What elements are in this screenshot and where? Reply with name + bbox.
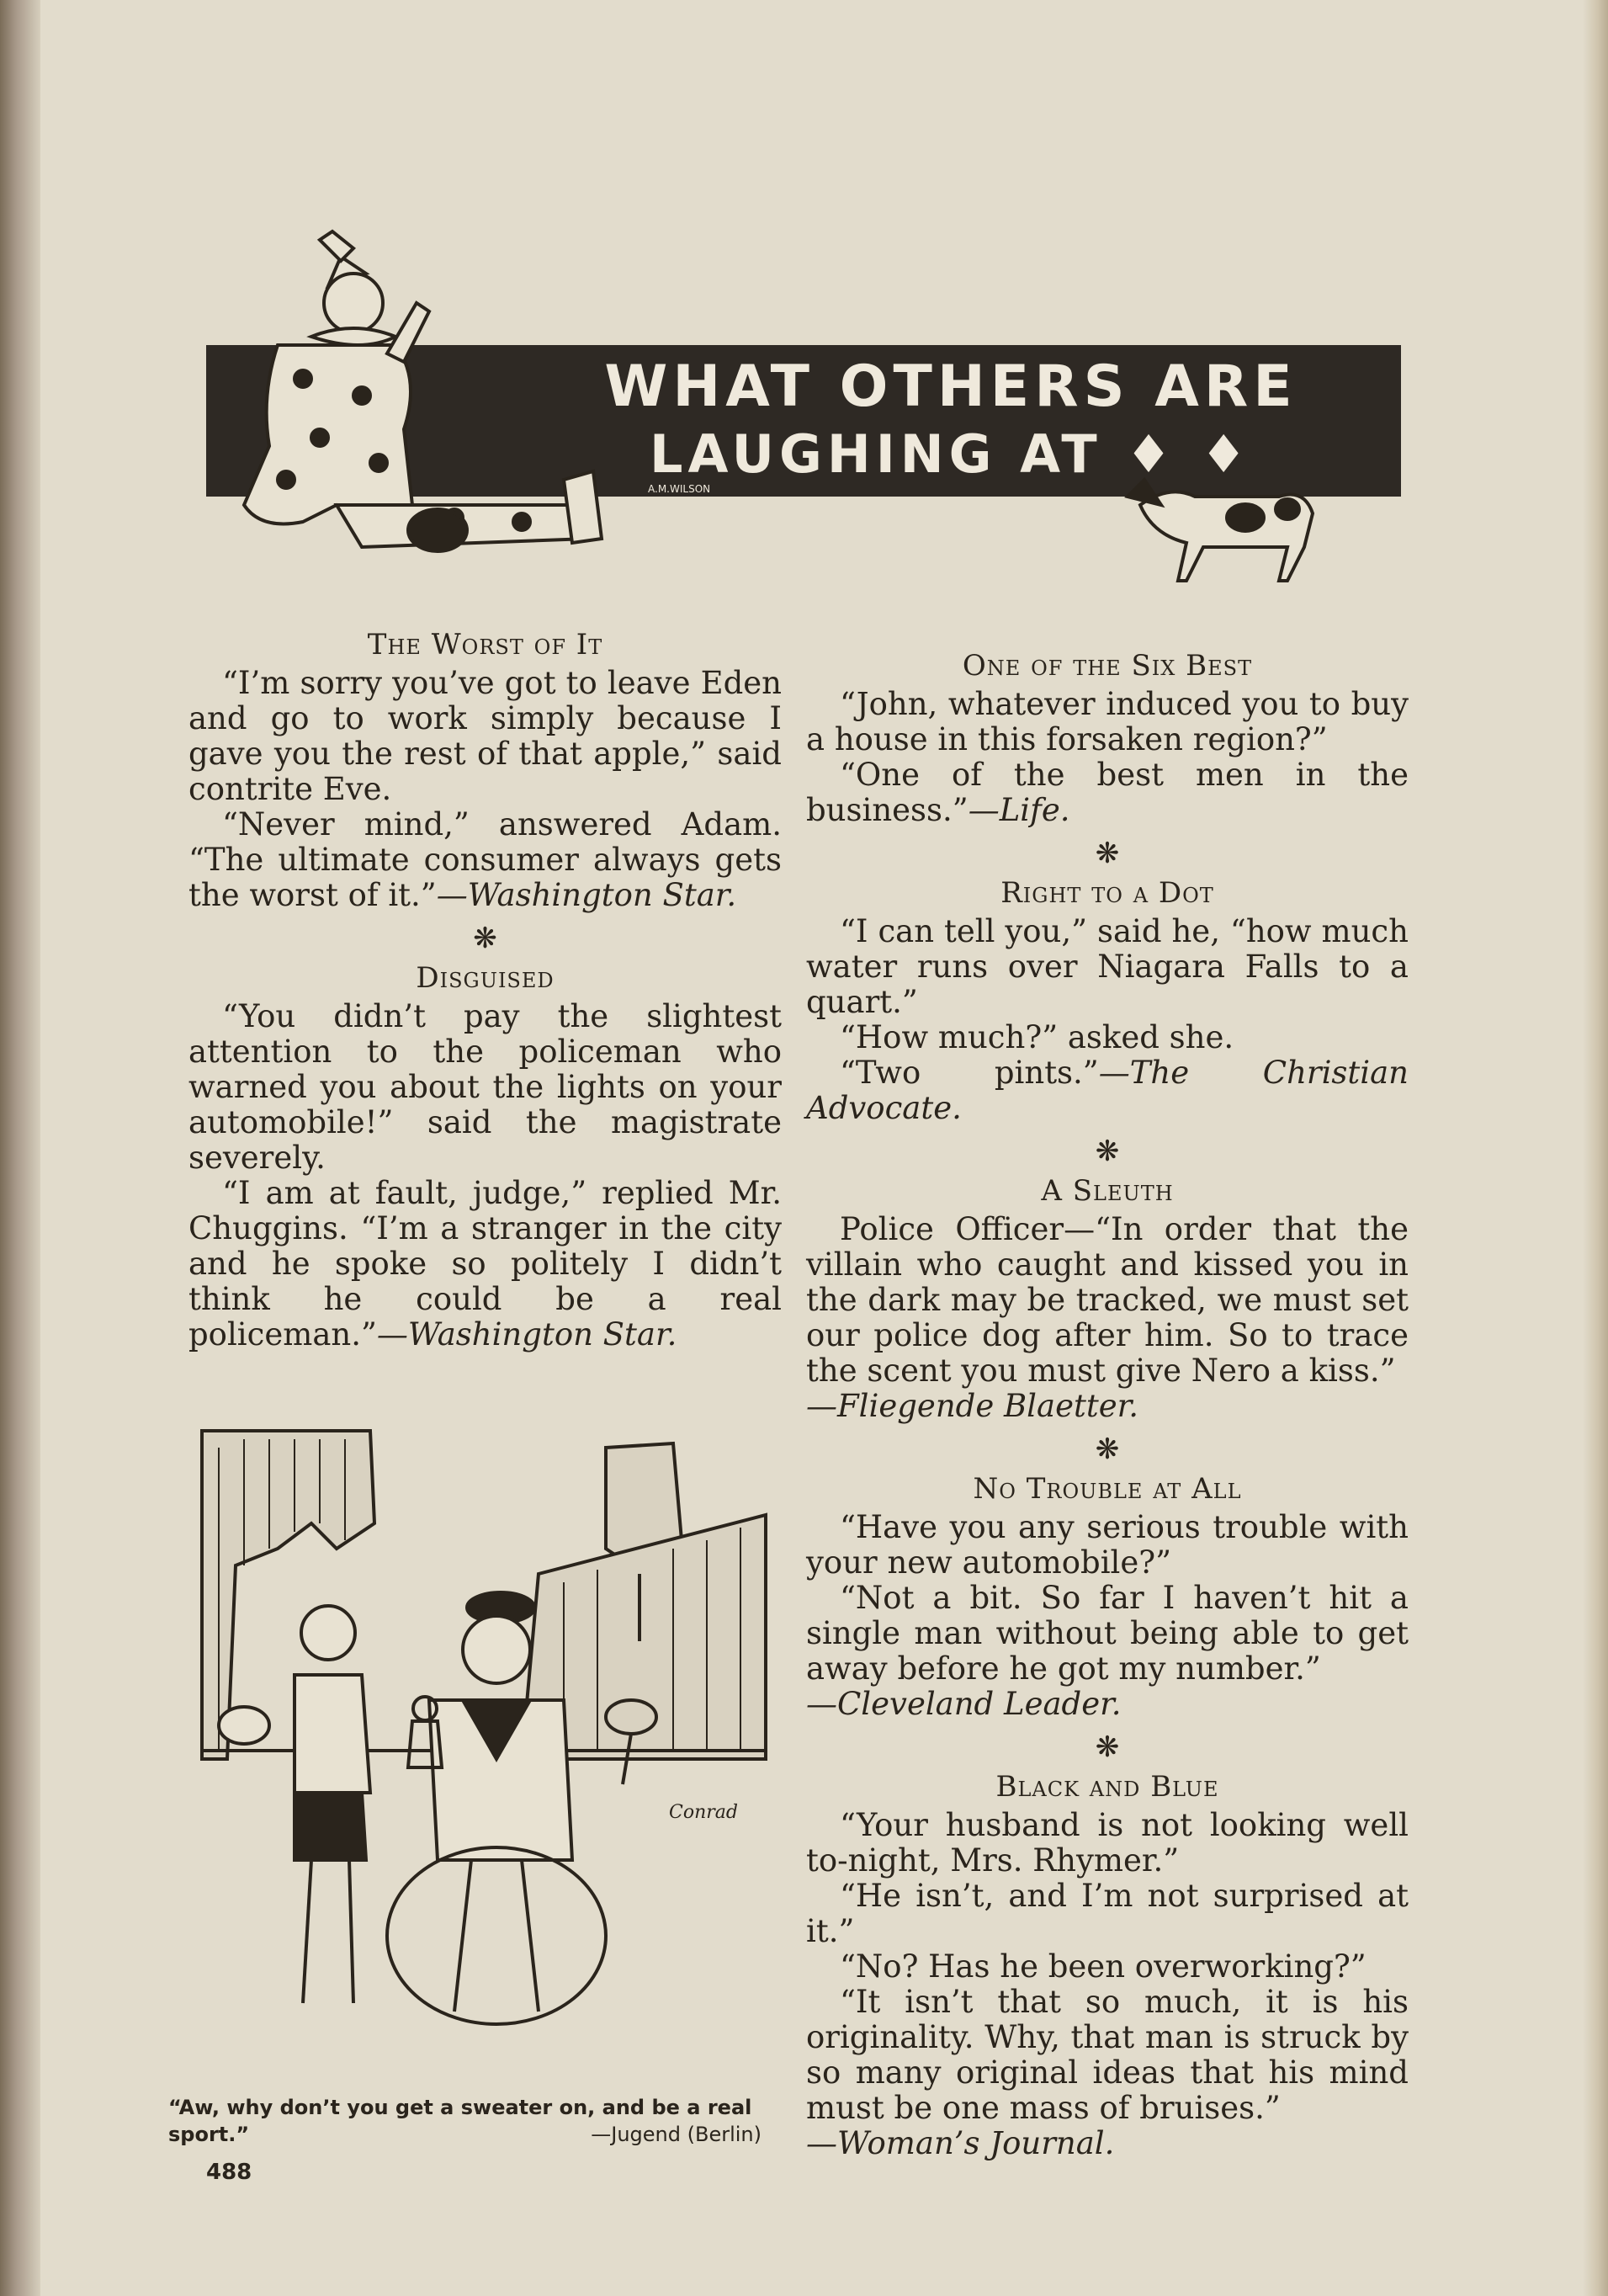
article-paragraph: “John, whatever induced you to buy a house in this forsaken region?”: [806, 686, 1409, 757]
separator-ornament: ❋: [1095, 1730, 1120, 1764]
article-source: —Woman’s Journal.: [806, 2125, 1115, 2161]
article-paragraph: “Two pints.”—The Christian Advocate.: [806, 1055, 1409, 1126]
cartoon-illustration: [185, 1422, 774, 2037]
separator-ornament: ❋: [1095, 837, 1120, 870]
article-source: —Washington Star.: [376, 1316, 677, 1353]
article-no-trouble: [806, 1471, 1409, 1722]
article-paragraph: “Have you any serious trouble with your new automobile?”: [806, 1509, 1409, 1581]
article-source: —Washington Star.: [436, 877, 737, 913]
banner-title: [505, 353, 1397, 488]
header-banner: [194, 227, 1405, 598]
article-right-to-a-dot: [806, 875, 1409, 1126]
banner-title-line1: WHAT OTHERS ARE: [604, 353, 1298, 420]
caption-source: —Jugend (Berlin): [591, 2123, 762, 2146]
article-paragraph: “He isn’t, and I’m not surprised at it.”: [806, 1878, 1409, 1949]
article-paragraph: “No? Has he been overworking?”: [840, 1948, 1367, 1985]
article-heading: Disguised: [416, 961, 555, 995]
article-heading: Black and Blue: [995, 1770, 1219, 1804]
article-heading: The Worst of It: [367, 628, 603, 662]
article-black-and-blue: [806, 1769, 1409, 2161]
book-binding: [0, 0, 40, 2296]
dog-illustration: [1128, 480, 1313, 581]
article-source: —Fliegende Blaetter.: [806, 1388, 1138, 1424]
banner-artist-signature: A.M.WILSON: [648, 483, 711, 495]
article-paragraph: “I’m sorry you’ve got to leave Eden and go to work simply because I gave you the rest of that apple,” said contrite Eve.: [188, 665, 782, 807]
article-source: —The Christian Advocate.: [806, 1055, 1409, 1126]
article-paragraph: “I can tell you,” said he, “how much water runs over Niagara Falls to a quart.”: [806, 913, 1409, 1020]
article-a-sleuth: [806, 1173, 1409, 1424]
article-source: —Cleveland Leader.: [806, 1686, 1122, 1722]
article-heading: No Trouble at All: [973, 1472, 1242, 1506]
right-column: [806, 648, 1409, 2161]
article-disguised: [188, 960, 782, 1353]
article-paragraph: “Your husband is not looking well to-night, Mrs. Rhymer.”: [806, 1807, 1409, 1879]
article-heading: Right to a Dot: [1000, 876, 1214, 910]
article-worst-of-it: [188, 627, 782, 913]
cartoon-artist-signature: Conrad: [669, 1802, 738, 1823]
page-number: 488: [206, 2160, 252, 2185]
left-column: [188, 627, 782, 1353]
article-heading: A Sleuth: [1041, 1174, 1174, 1208]
article-paragraph: Police Officer—“In order that the villain who caught and kissed you in the dark may be tracked, we must set our police dog after him. So to trace the scent you must give Nero a kiss.”: [806, 1211, 1409, 1389]
article-six-best: [806, 648, 1409, 828]
cartoon-caption: [168, 2094, 762, 2148]
article-paragraph: “Not a bit. So far I haven’t hit a single man without being able to get away before he got my number.”: [806, 1580, 1409, 1687]
article-paragraph: “You didn’t pay the slightest attention to the policeman who warned you about the lights on your automobile!” said the magistrate severely.: [188, 998, 782, 1176]
article-paragraph: “I am at fault, judge,” replied Mr. Chuggins. “I’m a stranger in the city and he spoke so politely I didn’t think he could be a real policeman.”—Washington Star.: [188, 1175, 782, 1353]
caption-text: “Aw, why don’t you get a sweater on, and be a real sport.”: [168, 2096, 752, 2146]
article-paragraph: “Never mind,” answered Adam. “The ultimate consumer always gets the worst of it.”—Washington Star.: [188, 806, 782, 913]
article-paragraph: “How much?” asked she.: [840, 1019, 1234, 1055]
article-heading: One of the Six Best: [962, 649, 1253, 683]
article-source: —Life.: [968, 792, 1070, 828]
page-edge: [1583, 0, 1608, 2296]
article-paragraph: “It isn’t that so much, it is his originality. Why, that man is struck by so many original ideas that his mind must be one mass of bruises.”: [806, 1984, 1409, 2126]
banner-title-line2: LAUGHING AT ♦ ♦: [650, 423, 1252, 485]
separator-ornament: ❋: [1095, 1432, 1120, 1466]
separator-ornament: ❋: [473, 922, 497, 955]
article-paragraph: “One of the best men in the business.”—Life.: [806, 757, 1409, 828]
separator-ornament: ❋: [1095, 1135, 1120, 1168]
